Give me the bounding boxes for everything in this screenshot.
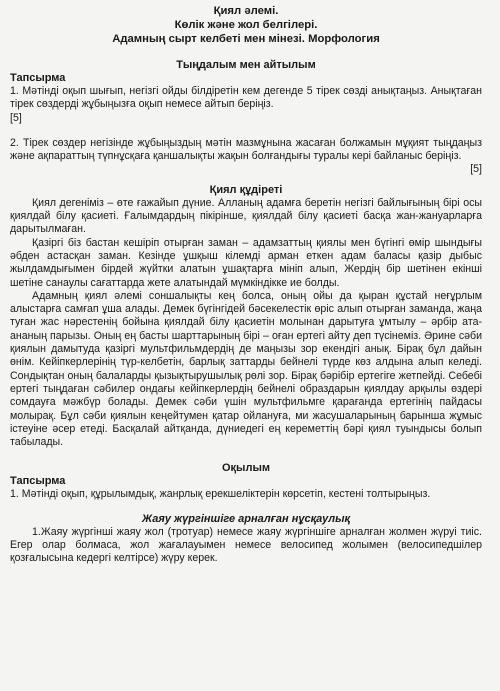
reading-heading: Оқылым — [222, 462, 270, 475]
listening-item-2: 2. Тірек сөздер негізінде жұбыңыздың мәтін мазмұнына жасаған болжамын мұқият тыңдаңыз және ақпараттың түпнұсқаға қаншалықты жақын болғандығы туралы кері байланыс беріңіз. — [10, 136, 482, 163]
listening-task-label: Тапсырма — [10, 72, 66, 84]
article-paragraph-2: Қазіргі біз бастан кешіріп отырған заман – адамзаттың қиялы мен бүгінгі өмір шындығы әбден астасқан заман. Кезінде ұшқыш кілемді арман еткен адам баласы қазір дыбыс жылдамдығымен бірдей жүйтки алатын ұшақтарға мініп алып, Жердің бір шетінен екінші шетіне санаулы сағаттарда жете алатындай мүмкіндікке ие болды. — [10, 236, 482, 289]
instructions-paragraph-1: 1.Жаяу жүргінші жаяу жол (тротуар) немесе жаяу жүргіншіге арналған жолмен жүруі тиіс. Егер олар болмаса, жол жағалауымен немесе велосипед жолымен (велосипедшілер қозғалысына кедергі келтірсе) жүру керек. — [10, 525, 482, 565]
listening-item-2-score: [5] — [470, 163, 482, 176]
listening-item-1-score: [5] — [10, 111, 22, 124]
article-paragraph-1: Қиял дегеніміз – өте ғажайып дүние. Алланың адамға беретін негізгі байлығының бірі осы қиялдай білу қасиеті. Ғалымдардың пікірінше, қиялдай білу қасиеті басқа жан-жануарларға дарытылмаған. — [10, 196, 482, 236]
listening-heading: Тыңдалым мен айтылым — [176, 59, 316, 71]
instructions-title: Жаяу жүргіншіге арналған нұсқаулық — [141, 512, 351, 525]
listening-item-1: 1. Мәтінді оқып шығып, негізгі ойды білдіретін кем дегенде 5 тірек сөзді анықтаңыз. Анықтаған тірек сөздерді жұбыңызға оқып немесе айтып беріңіз. — [10, 85, 482, 111]
reading-task-label: Тапсырма — [10, 475, 66, 488]
header-line-3: Адамның сырт келбеті мен мінезі. Морфология — [112, 33, 380, 45]
article-title: Қиял құдіреті — [209, 183, 283, 196]
header-line-2: Көлік және жол белгілері. — [174, 19, 318, 31]
article-paragraph-3: Адамның қиял әлемі соншалықты кең болса, оның ойы да қыран құстай неғұрлым алыстарға самғап ұша алады. Демек бүгінгідей бәсекелестік өріс алып отырған заманда, жаңа туған жас нәрестенің бойына қиялдай білу қасиетін молынан дарытуға ұмтылу – әрбір ата-ананың парызы. Оның ең басты шарттарының бірі – оған ертегі айту деп түсінеміз. Әрине сәби қиялын дамытуда қазіргі мультфильмдердің де маңызы зор екендігі анық. Бірақ бұл дайын өнім. Кейіпкерлерінің түр-келбетін, барлық заттарды бейнелі түрде көз алдына алып келеді. Сондықтан оның балаларды қызықтырушылық рөлі зор. Бірақ бәрібір ертегіге жетпейді. Себебі ертегі тыңдаған сәбилер ондағы кейіпкерлердің бейнелі образдарын қиялдау арқылы өздері сомдауға мәжбүр болады. Демек сәби үшін мультфильмге қарағанда ертегінің пайдасы молырақ. Бұл сәби қиялын кеңейтумен қатар ойлануға, ми жасушаларының барынша жұмыс істеуіне әсер етеді. Басқалай айтқанда, дүниедегі ең кереметтің бәрі қиял туындысы болып табылады. — [10, 289, 482, 449]
header-line-1: Қиял әлемі. — [213, 5, 279, 17]
reading-item-1: 1. Мәтінді оқып, құрылымдық, жанрлық ерекшеліктерін көрсетіп, кестені толтырыңыз. — [10, 488, 431, 501]
